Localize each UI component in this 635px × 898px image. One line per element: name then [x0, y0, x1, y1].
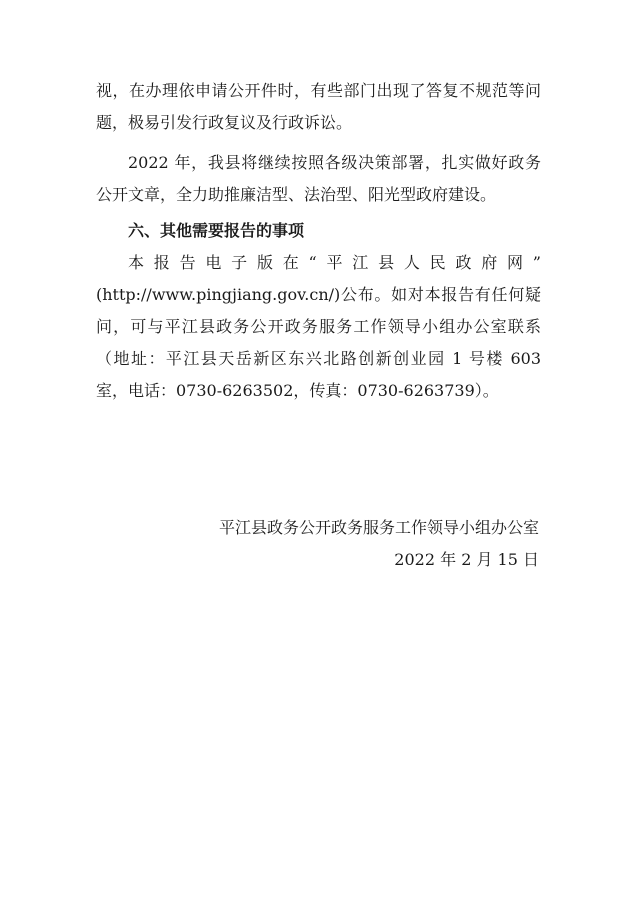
report-details: (http://www.pingjiang.gov.cn/)公布。如对本报告有任何疑问，可与平江县政务公开政务服务工作领导小组办公室联系（地址：平江县天岳新区东兴北路创新创业园 1 号楼 603 室，电话：0730-6263502，传真：0730-6263739）。	[96, 285, 541, 400]
report-intro-line: 本报告电子版在“平江县人民政府网”	[128, 253, 541, 272]
signature-organization: 平江县政务公开政务服务工作领导小组办公室	[218, 518, 539, 537]
section-heading-other-matters: 六、其他需要报告的事项	[128, 221, 305, 240]
paragraph-plan-2022: 2022 年，我县将继续按照各级决策部署，扎实做好政务公开文章，全力助推廉洁型、法治型、阳光型政府建设。	[96, 153, 541, 204]
paragraph-report-contact	[96, 247, 541, 407]
paragraph-continued: 视，在办理依申请公开件时，有些部门出现了答复不规范等问题，极易引发行政复议及行政诉讼。	[96, 81, 541, 132]
signature-date: 2022 年 2 月 15 日	[394, 550, 539, 569]
